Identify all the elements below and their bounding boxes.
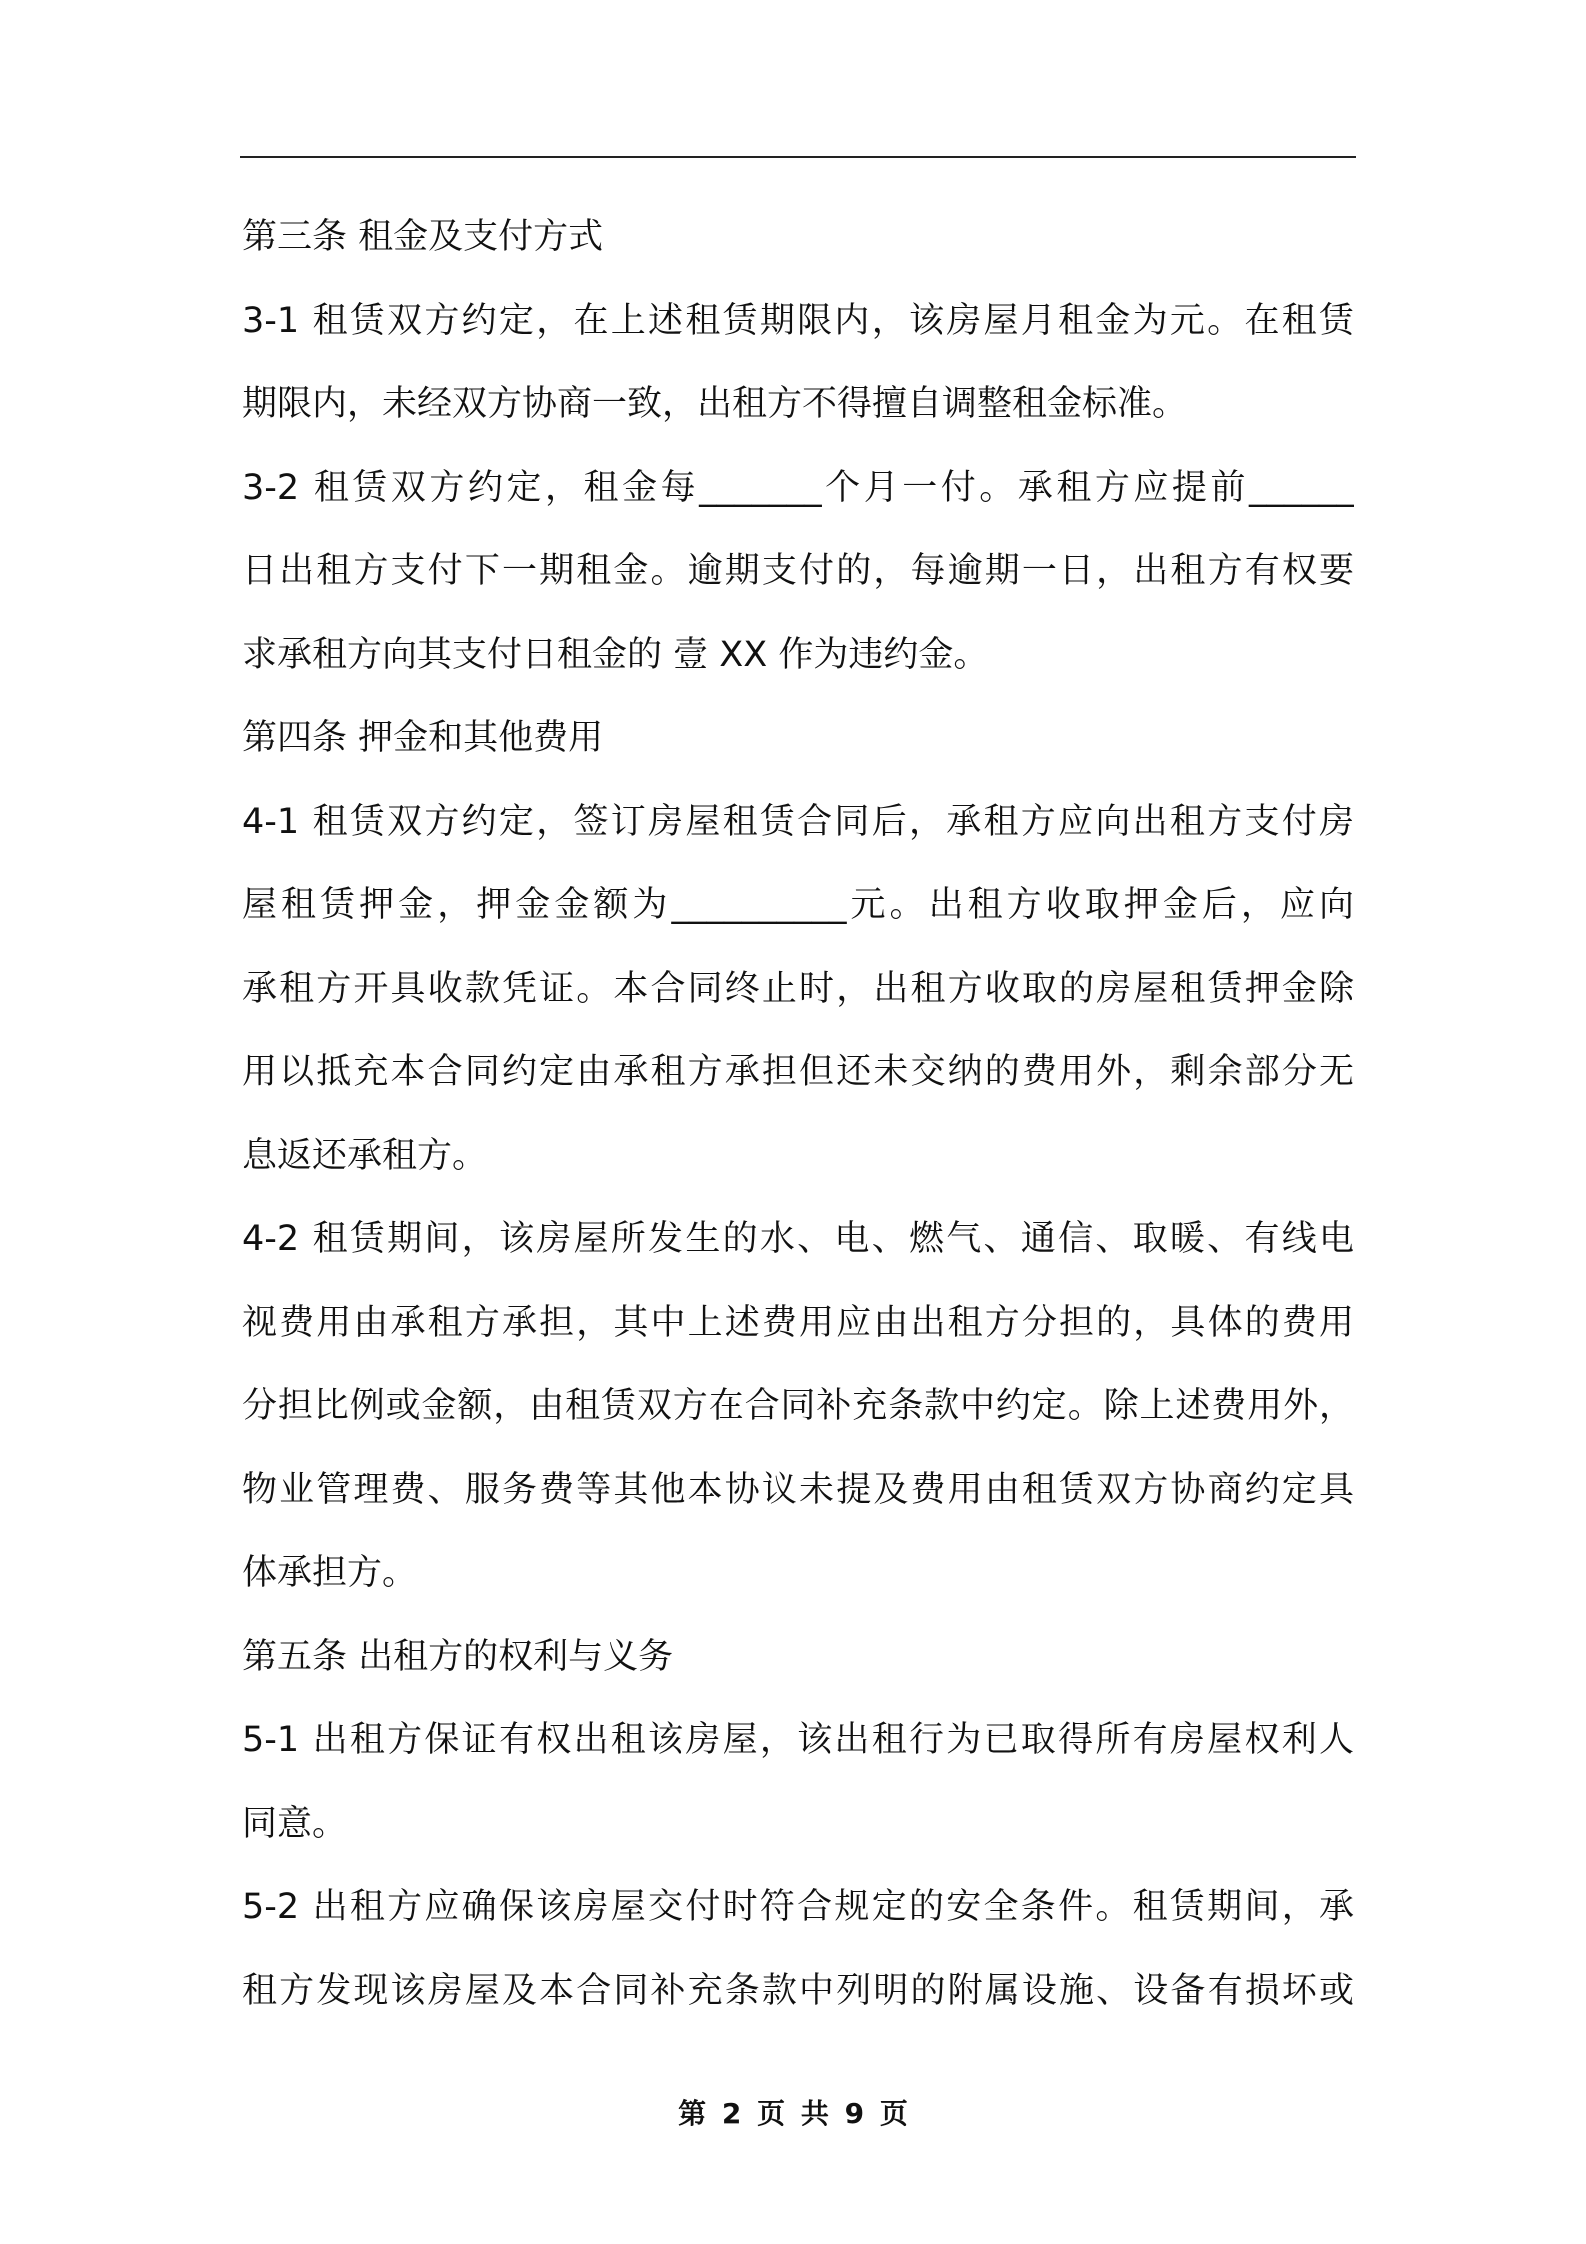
text-line: 4-2 租赁期间，该房屋所发生的水、电、燃气、通信、取暖、有线电 — [242, 1219, 1354, 1259]
text-line: 期限内，未经双方协商一致，出租方不得擅自调整租金标准。 — [242, 384, 1188, 424]
text-line: 租方发现该房屋及本合同补充条款中列明的附属设施、设备有损坏或 — [242, 1970, 1354, 2011]
text-line: 体承担方。 — [242, 1553, 418, 1593]
text-line: 第四条 押金和其他费用 — [242, 718, 604, 758]
text-line: 第五条 出租方的权利与义务 — [242, 1636, 674, 1677]
text-line: 3-2 租赁双方约定，租金每_______个月一付。承租方应提前______ — [242, 467, 1354, 508]
text-line: 用以抵充本合同约定由承租方承担但还未交纳的费用外，剩余部分无 — [242, 1052, 1354, 1092]
text-line: 第三条 租金及支付方式 — [242, 217, 604, 257]
text-line: 3-1 租赁双方约定，在上述租赁期限内，该房屋月租金为元。在租赁 — [242, 300, 1354, 341]
text-line: 分担比例或金额，由租赁双方在合同补充条款中约定。除上述费用外， — [242, 1386, 1354, 1426]
text-line: 求承租方向其支付日租金的 壹 XX 作为违约金。 — [242, 634, 989, 675]
text-line: 5-2 出租方应确保该房屋交付时符合规定的安全条件。租赁期间，承 — [242, 1887, 1354, 1927]
text-line: 4-1 租赁双方约定，签订房屋租赁合同后，承租方应向出租方支付房 — [242, 801, 1354, 842]
header-divider — [240, 156, 1356, 158]
text-line: 同意。 — [242, 1803, 348, 1844]
text-line: 屋租赁押金，押金金额为__________元。出租方收取押金后，应向 — [242, 885, 1354, 925]
text-line: 息返还承租方。 — [242, 1135, 488, 1176]
text-line: 物业管理费、服务费等其他本协议未提及费用由租赁双方协商约定具 — [242, 1469, 1354, 1510]
document-body — [242, 196, 1354, 2033]
page-number: 第 2 页 共 9 页 — [678, 2097, 908, 2130]
text-line: 5-1 出租方保证有权出租该房屋，该出租行为已取得所有房屋权利人 — [242, 1720, 1354, 1760]
text-line: 视费用由承租方承担，其中上述费用应由出租方分担的，具体的费用 — [242, 1302, 1354, 1343]
text-line: 承租方开具收款凭证。本合同终止时，出租方收取的房屋租赁押金除 — [242, 968, 1354, 1009]
text-line: 日出租方支付下一期租金。逾期支付的，每逾期一日，出租方有权要 — [242, 551, 1354, 591]
